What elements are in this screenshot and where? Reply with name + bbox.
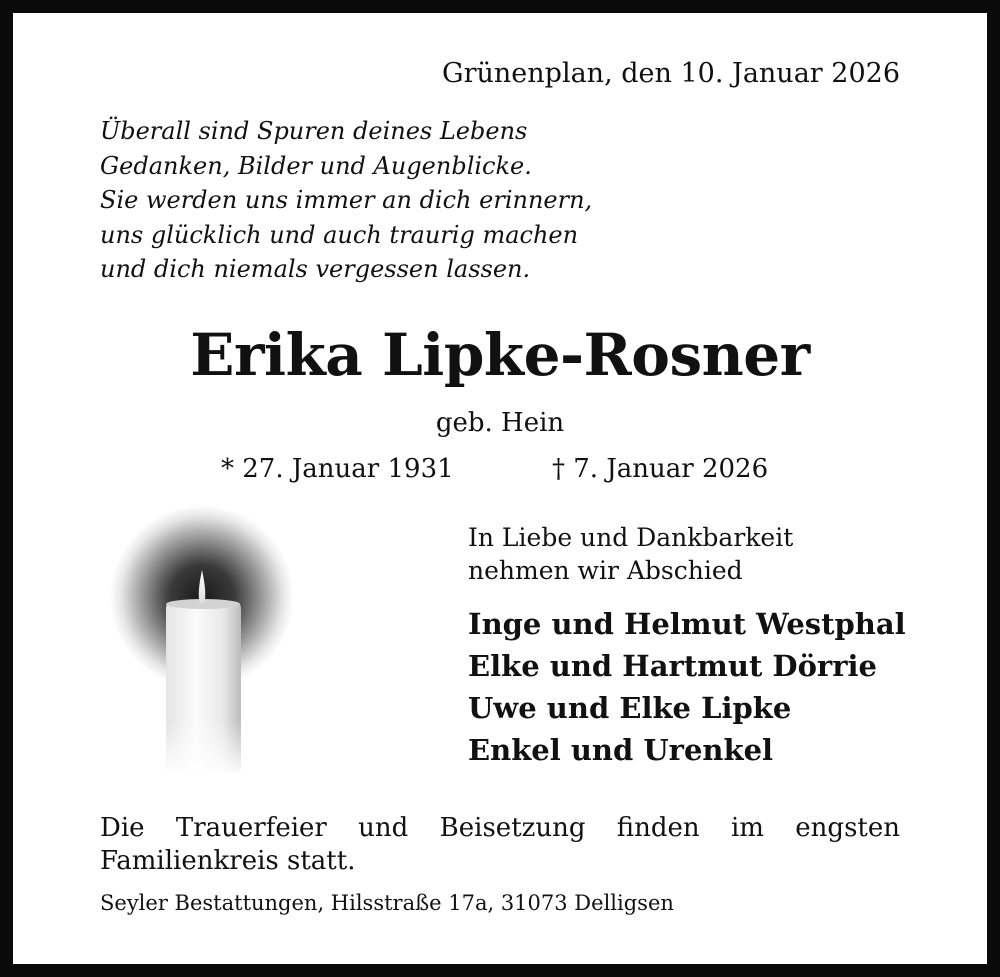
deceased-name: Erika Lipke-Rosner — [190, 321, 810, 389]
mourner-name: Inge und Helmut Westphal — [468, 607, 906, 641]
mourner-name: Uwe und Elke Lipke — [468, 691, 792, 725]
maiden-name: geb. Hein — [435, 408, 565, 438]
poem-line: Sie werden uns immer an dich erinnern, — [100, 186, 593, 214]
candle-icon — [105, 505, 300, 775]
mourner-name: Enkel und Urenkel — [468, 733, 774, 767]
poem — [100, 114, 592, 287]
birth-date: * 27. Januar 1931 — [221, 454, 454, 484]
farewell-line: nehmen wir Abschied — [468, 556, 743, 585]
farewell-line: In Liebe und Dankbarkeit — [468, 523, 794, 552]
poem-line: Überall sind Spuren deines Lebens — [100, 117, 528, 145]
poem-line: und dich niemals vergessen lassen. — [100, 255, 531, 283]
undertaker-address: Seyler Bestattungen, Hilsstraße 17a, 31073 Delligsen — [100, 891, 674, 915]
death-date: † 7. Januar 2026 — [552, 454, 769, 484]
place-date: Grünenplan, den 10. Januar 2026 — [442, 58, 900, 89]
poem-line: uns glücklich und auch traurig machen — [100, 220, 579, 249]
mourners-list — [468, 603, 906, 771]
ceremony-notice: Die Trauerfeier und Beisetzung finden im engsten Familienkreis statt. — [100, 813, 900, 876]
mourner-name: Elke und Hartmut Dörrie — [468, 649, 877, 683]
poem-line: Gedanken, Bilder und Augenblicke. — [100, 151, 532, 180]
farewell-text — [468, 521, 793, 587]
